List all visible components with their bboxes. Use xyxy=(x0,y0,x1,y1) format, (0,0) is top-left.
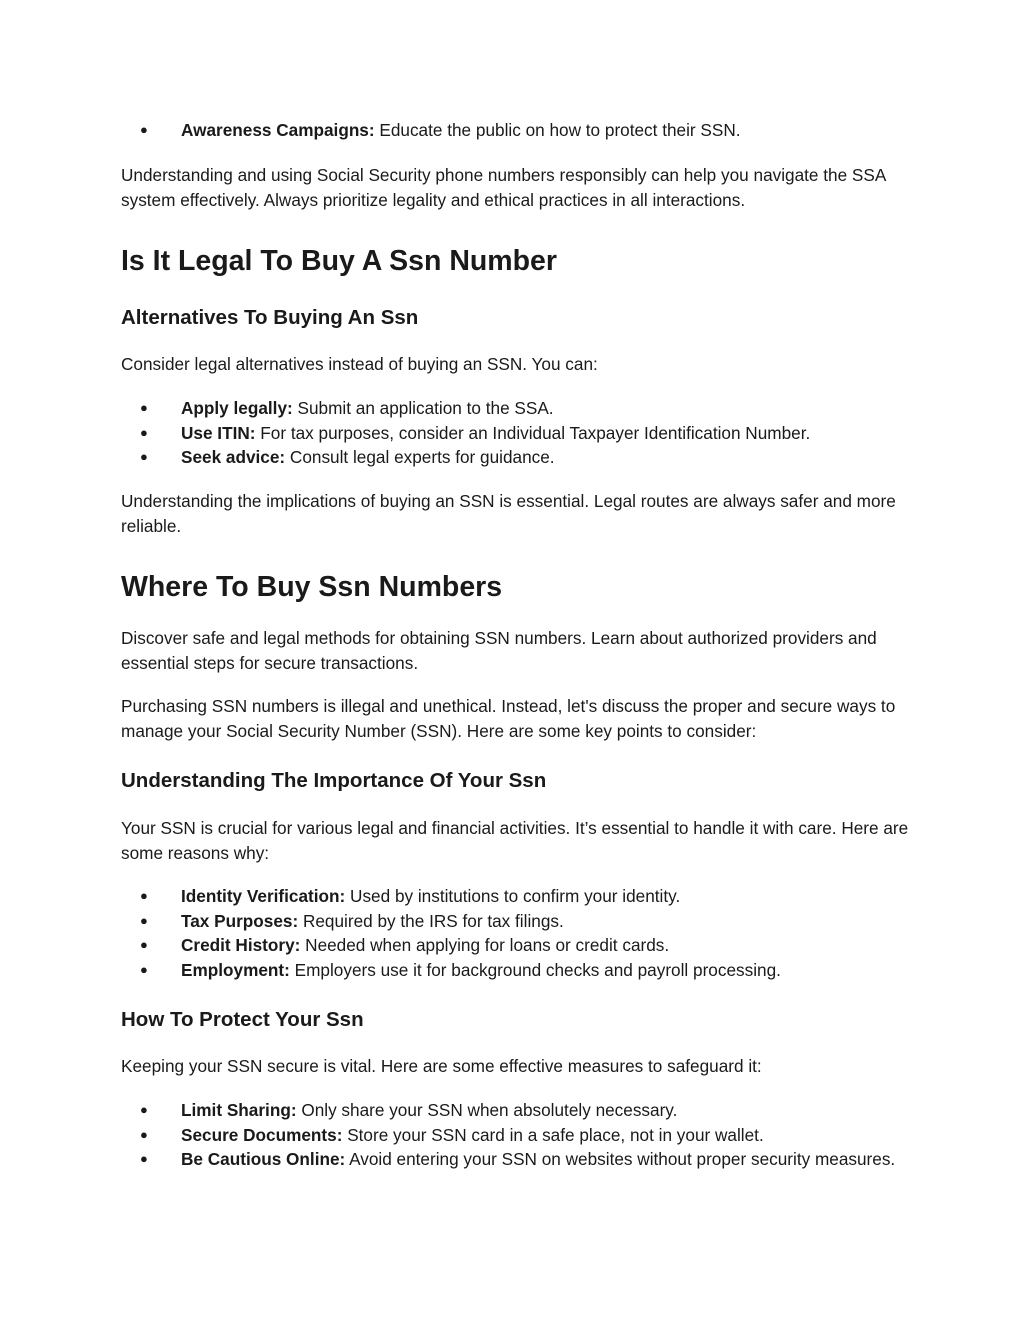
list-item xyxy=(121,1123,911,1148)
list-item-term: Apply legally: xyxy=(181,398,293,418)
subsection-heading xyxy=(121,1006,911,1034)
list-item-text: Educate the public on how to protect their SSN. xyxy=(374,120,741,140)
bullet-list-awareness xyxy=(121,118,911,143)
paragraph-text: Understanding the implications of buying an SSN is essential. Legal routes are always safer and more reliable. xyxy=(121,491,896,536)
list-item-text: Only share your SSN when absolutely necessary. xyxy=(296,1100,678,1120)
list-item-text: Used by institutions to confirm your identity. xyxy=(345,886,681,906)
paragraph-text: Understanding and using Social Security phone numbers responsibly can help you navigate the SSA system effectively. Always prioritize legality and ethical practices in all interactions. xyxy=(121,165,886,210)
heading-importance: Understanding The Importance Of Your Ssn xyxy=(121,769,547,792)
bullet-list-alternatives xyxy=(121,396,911,470)
paragraph xyxy=(121,1054,911,1079)
list-item-term: Tax Purposes: xyxy=(181,910,299,931)
list-item xyxy=(121,118,911,143)
paragraph-text: Purchasing SSN numbers is illegal and unethical. Instead, let's discuss the proper and secure ways to manage your Social Security Number (SSN). Here are some key points to consider: xyxy=(121,696,896,741)
list-item xyxy=(121,958,911,983)
heading-alternatives: Alternatives To Buying An Ssn xyxy=(121,306,419,329)
bullet-list-protect xyxy=(121,1098,911,1172)
bullet-icon: ● xyxy=(140,888,148,903)
paragraph xyxy=(121,163,911,212)
list-item-text: Submit an application to the SSA. xyxy=(292,398,554,418)
bullet-icon: ● xyxy=(140,424,148,440)
paragraph xyxy=(121,352,911,377)
list-item xyxy=(121,445,911,470)
heading-legal: Is It Legal To Buy A Ssn Number xyxy=(121,245,558,277)
list-item-text: Required by the IRS for tax filings. xyxy=(298,910,564,931)
bullet-icon: ● xyxy=(140,937,148,952)
list-item-text: Avoid entering your SSN on websites without proper security measures. xyxy=(345,1149,896,1169)
list-item-term: Use ITIN: xyxy=(181,422,256,443)
list-item-text: Consult legal experts for guidance. xyxy=(285,447,555,467)
paragraph xyxy=(121,816,911,865)
subsection-heading xyxy=(121,767,911,795)
heading-where: Where To Buy Ssn Numbers xyxy=(121,571,503,603)
list-item-term: Be Cautious Online: xyxy=(181,1149,346,1169)
list-item-text: Store your SSN card in a safe place, not in your wallet. xyxy=(342,1124,764,1145)
bullet-icon: ● xyxy=(140,122,148,137)
bullet-icon: ● xyxy=(140,1151,148,1166)
list-item-text: Employers use it for background checks and payroll processing. xyxy=(289,959,781,980)
list-item-term: Credit History: xyxy=(181,935,301,955)
list-item-term: Identity Verification: xyxy=(181,886,346,906)
paragraph xyxy=(121,694,911,743)
list-item xyxy=(121,1147,911,1172)
paragraph-text: Discover safe and legal methods for obtaining SSN numbers. Learn about authorized providers and essential steps for secure transactions. xyxy=(121,628,877,673)
list-item-term: Employment: xyxy=(181,959,290,980)
paragraph xyxy=(121,489,911,538)
list-item-term: Limit Sharing: xyxy=(181,1100,297,1120)
list-item xyxy=(121,396,911,421)
bullet-icon: ● xyxy=(140,1126,148,1142)
bullet-list-reasons xyxy=(121,884,911,982)
list-item xyxy=(121,421,911,446)
list-item xyxy=(121,909,911,934)
list-item-term: Secure Documents: xyxy=(181,1124,343,1145)
bullet-icon: ● xyxy=(140,449,148,464)
list-item-text: For tax purposes, consider an Individual Taxpayer Identification Number. xyxy=(255,422,811,443)
paragraph-text: Keeping your SSN secure is vital. Here are some effective measures to safeguard it: xyxy=(121,1056,762,1076)
section-heading xyxy=(121,569,911,605)
bullet-icon: ● xyxy=(140,400,148,415)
list-item xyxy=(121,933,911,958)
list-item-term: Seek advice: xyxy=(181,447,286,467)
paragraph xyxy=(121,626,911,675)
bullet-icon: ● xyxy=(140,961,148,977)
bullet-icon: ● xyxy=(140,1102,148,1117)
list-item-text: Needed when applying for loans or credit cards. xyxy=(300,935,670,955)
paragraph-text: Consider legal alternatives instead of buying an SSN. You can: xyxy=(121,354,598,374)
list-item xyxy=(121,884,911,909)
list-item-term: Awareness Campaigns: xyxy=(181,120,375,140)
list-item xyxy=(121,1098,911,1123)
bullet-icon: ● xyxy=(140,912,148,928)
subsection-heading xyxy=(121,304,911,332)
paragraph-text: Your SSN is crucial for various legal and financial activities. It’s essential to handle it with care. Here are some reasons why: xyxy=(121,818,909,863)
section-heading xyxy=(121,243,911,279)
heading-protect: How To Protect Your Ssn xyxy=(121,1008,364,1031)
